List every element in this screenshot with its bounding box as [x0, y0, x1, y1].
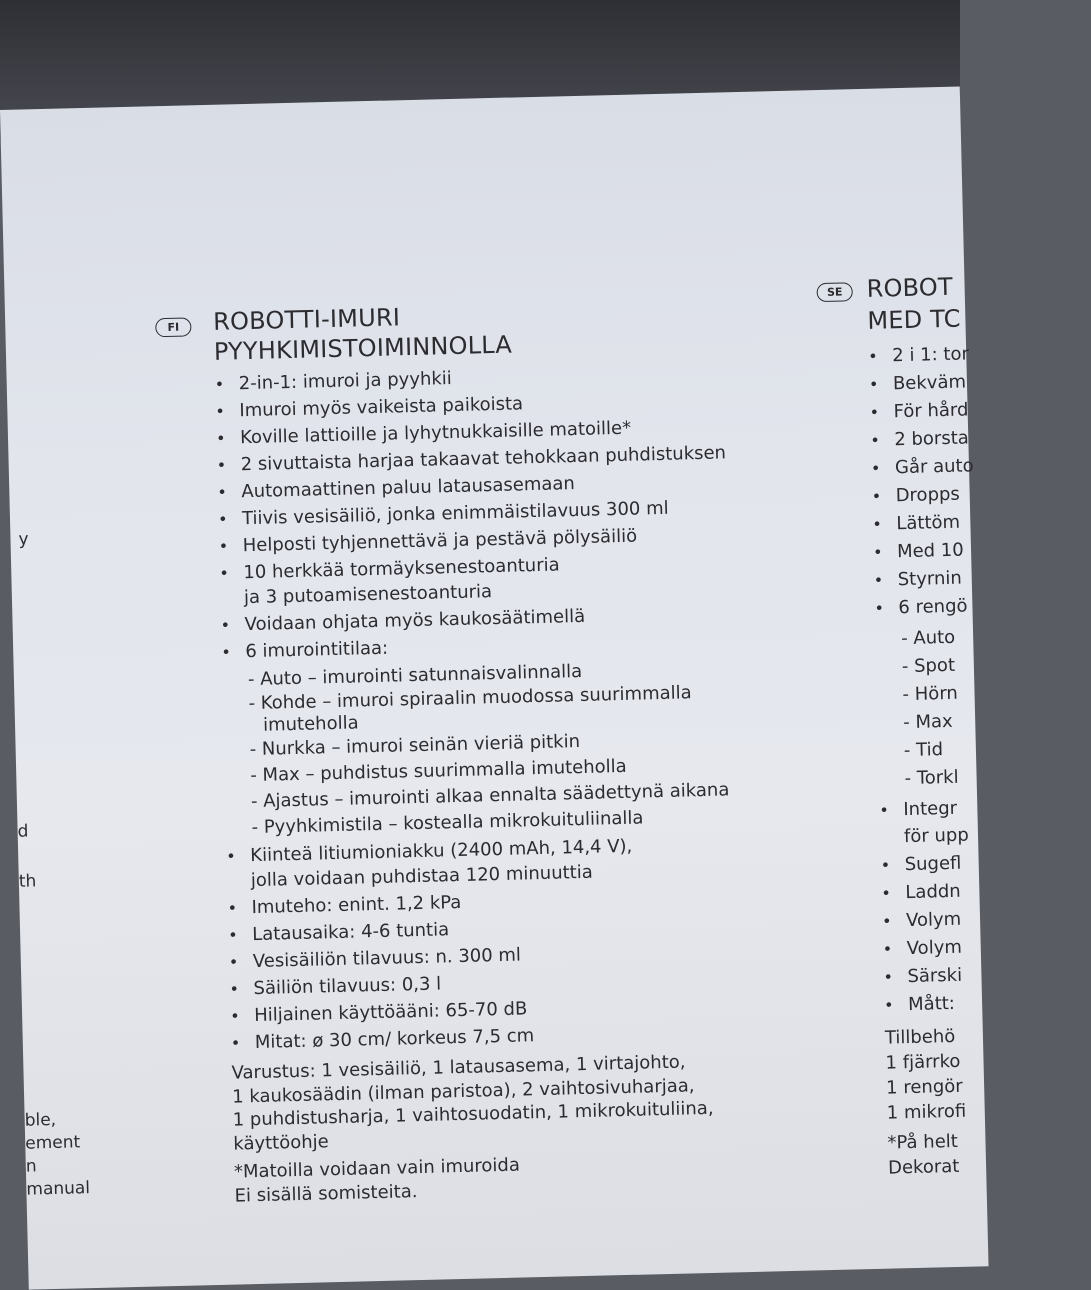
accessories-line: 1 fjärrko: [885, 1050, 961, 1074]
feature-line: • Integr: [903, 797, 958, 820]
footnote-decor: Ei sisällä somisteita.: [234, 1180, 418, 1207]
mode-item: - Tid: [903, 738, 944, 761]
feature-line: jolla voidaan puhdistaa 120 minuuttia: [250, 861, 593, 891]
accessories-line: 1 rengör: [885, 1075, 963, 1099]
accessories-notes: [885, 1020, 1089, 1180]
left-line: n: [25, 1156, 37, 1177]
feature-item: • Imuroi myös vaikeista paikoista: [215, 385, 815, 424]
feature-line: • 10 herkkää tormäyksenestoanturia: [243, 554, 560, 584]
language-badge-se: SE: [816, 282, 852, 302]
mode-item: - Max – puhdistus suurimmalla imuteholla: [250, 755, 627, 787]
spec-item: • Särski: [883, 959, 1084, 991]
feature-item: • Lättöm: [872, 506, 1073, 538]
accessories-line: Varustus: 1 vesisäiliö, 1 latausasema, 1 virtajohto,: [231, 1051, 686, 1084]
spec-item: • Imuteho: enint. 1,2 kPa: [227, 882, 827, 921]
title-line: ROBOTTI-IMURI: [212, 303, 401, 336]
feature-item: • Dropps: [871, 478, 1072, 510]
mode-item: - Pyyhkimistila – kostealla mikrokuituliinalla: [251, 807, 644, 839]
mode-line: - Kohde – imuroi spiraalin muodossa suurimmalla: [248, 682, 692, 715]
feature-list: [868, 338, 1084, 1019]
feature-line: ja 3 putoamisenestoanturia: [243, 580, 493, 608]
left-column-fragment: [24, 1107, 146, 1202]
accessories-line: 1 puhdistusharja, 1 vaihtosuodatin, 1 mikrokuituliina,: [232, 1097, 714, 1131]
spec-item: • Sugefl: [880, 847, 1081, 879]
section-title: [866, 268, 1068, 337]
spec-item: • Hiljainen käyttöääni: 65-70 dB: [230, 989, 830, 1028]
mode-item: - Nurkka – imuroi seinän vieriä pitkin: [249, 731, 581, 761]
spec-item: • Laddn: [881, 875, 1082, 907]
feature-item: • 2 borsta: [870, 422, 1071, 454]
feature-item: • Helposti tyhjennettävä ja pestävä pölysäiliö: [218, 520, 818, 559]
spec-item: • Mått:: [884, 987, 1085, 1019]
mode-list: [899, 620, 1079, 792]
product-box-side: [0, 87, 989, 1290]
modes-title: 6 rengö: [898, 595, 968, 619]
mode-item: - Max: [902, 710, 953, 733]
footnote: Dekorat: [887, 1155, 960, 1179]
spec-item: • Säiliön tilavuus: 0,3 l: [229, 962, 829, 1001]
feature-item: • 2 i 1: tor: [868, 338, 1069, 370]
footnote: *På helt: [887, 1130, 959, 1154]
accessories-line: 1 kaukosäädin (ilman paristoa), 2 vaihtosivuharjaa,: [231, 1074, 695, 1108]
feature-item: • Med 10: [873, 534, 1074, 566]
finnish-section: [213, 292, 835, 1207]
mode-line: imuteholla: [262, 712, 359, 736]
mode-list: [246, 653, 826, 841]
accessories-notes: [231, 1047, 834, 1208]
title-line: MED TC: [867, 304, 961, 335]
language-badge-fi: FI: [155, 317, 191, 337]
feature-item: • Automaattinen paluu latausasemaan: [217, 466, 817, 505]
feature-item: • Voidaan ohjata myös kaukosäätimellä: [220, 599, 820, 638]
mode-item: - Spot: [901, 654, 956, 677]
mode-item: - Auto – imurointi satunnaisvalinnalla: [247, 660, 583, 691]
title-line: PYYHKIMISTOIMINNOLLA: [213, 330, 513, 366]
feature-item: • 2-in-1: imuroi ja pyyhkii: [214, 358, 814, 397]
accessories-line: käyttöohje: [233, 1130, 329, 1155]
left-text-fragment: th: [18, 871, 37, 892]
left-text-fragment: d: [17, 821, 29, 842]
feature-item: [879, 791, 1080, 851]
mode-item: - Hörn: [902, 682, 959, 705]
mode-item: - Auto: [900, 626, 956, 649]
feature-item-modes: [874, 590, 1079, 793]
feature-item: • Går auto: [871, 450, 1072, 482]
feature-item: • För hård: [869, 394, 1070, 426]
spec-item: • Volym: [882, 903, 1083, 935]
accessories-line: Tillbehö: [884, 1025, 956, 1049]
accessories-line: 1 mikrofi: [886, 1100, 967, 1124]
feature-item: • Tiivis vesisäiliö, jonka enimmäistilavuus 300 ml: [218, 493, 818, 532]
feature-item-modes: [221, 626, 826, 842]
section-title: [213, 292, 814, 367]
mode-item: - Torkl: [904, 766, 959, 789]
left-text-fragment: y: [18, 529, 29, 550]
feature-item: • Bekväm: [869, 366, 1070, 398]
feature-item: • Styrnin: [873, 562, 1074, 594]
spec-item: • Volym: [882, 931, 1083, 963]
feature-item: • Koville lattioille ja lyhytnukkaisille matoille*: [216, 412, 816, 451]
box-content: [0, 87, 989, 1290]
feature-line: • Kiinteä litiumioniakku (2400 mAh, 14,4 V),: [250, 835, 633, 867]
footnote-mats: *Matoilla voidaan vain imuroida: [233, 1154, 521, 1183]
spec-item: • Latausaika: 4-6 tuntia: [228, 909, 828, 948]
left-line: ement: [25, 1132, 81, 1154]
title-line: ROBOT: [866, 272, 954, 303]
feature-list: [214, 358, 831, 1055]
spec-item: • Mitat: ø 30 cm/ korkeus 7,5 cm: [231, 1016, 831, 1055]
modes-title: 6 imurointitilaa:: [245, 637, 389, 662]
feature-line: för upp: [903, 824, 969, 848]
mode-item: - Ajastus – imurointi alkaa ennalta säädettynä aikana: [250, 779, 730, 813]
left-line: ble,: [24, 1109, 57, 1131]
swedish-section: [866, 268, 1088, 1180]
feature-item: • 2 sivuttaista harjaa takaavat tehokkaan puhdistuksen: [216, 439, 816, 478]
left-line: manual: [26, 1178, 91, 1200]
spec-item: • Vesisäiliön tilavuus: n. 300 ml: [229, 936, 829, 975]
